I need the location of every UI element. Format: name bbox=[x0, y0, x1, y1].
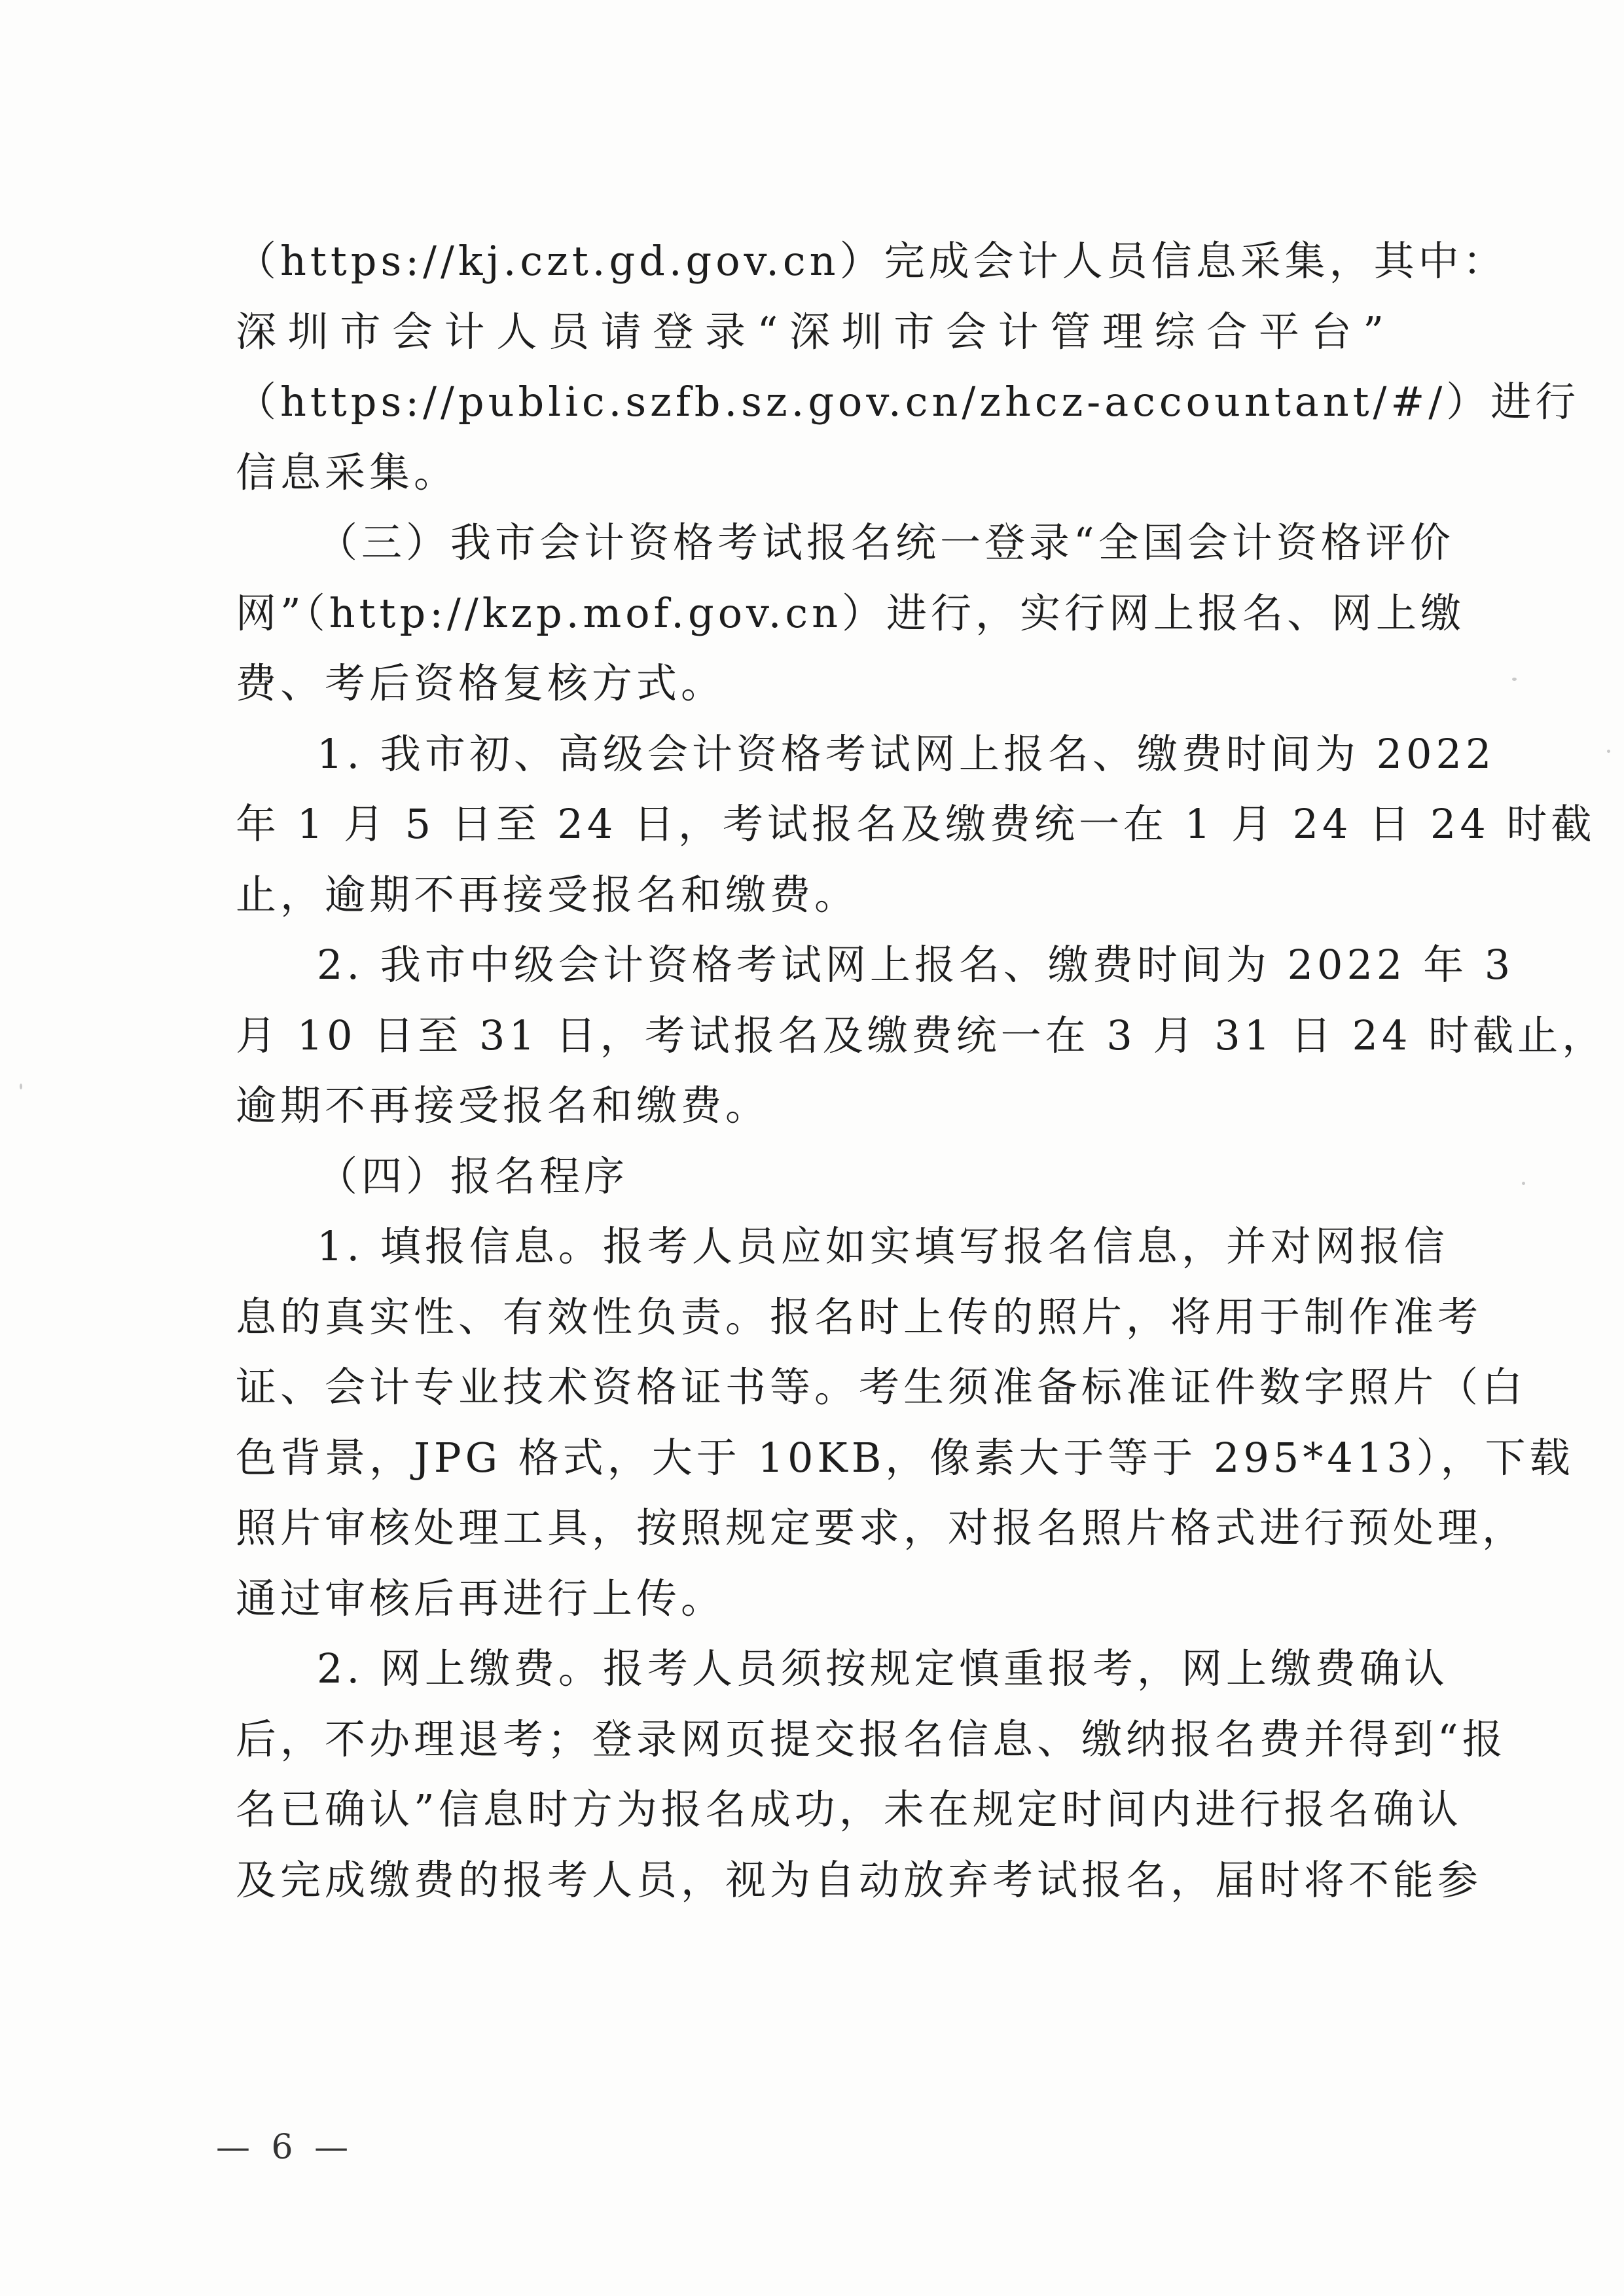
text-line: 深圳市会计人员请登录“深圳市会计管理综合平台” bbox=[236, 307, 1388, 355]
text-line: 及完成缴费的报考人员，视为自动放弃考试报名，届时将不能参 bbox=[236, 1855, 1483, 1904]
text-line: 1. 填报信息。报考人员应如实填写报名信息，并对网报信 bbox=[317, 1222, 1449, 1270]
scan-speck bbox=[1512, 678, 1517, 681]
document-body bbox=[236, 226, 1607, 1915]
text-line: 1. 我市初、高级会计资格考试网上报名、缴费时间为 2022 bbox=[317, 729, 1496, 778]
text-line: 费、考后资格复核方式。 bbox=[236, 659, 726, 707]
section-heading: （四）报名程序 bbox=[317, 1152, 629, 1200]
text-line: 证、会计专业技术资格证书等。考生须准备标准证件数字照片（白 bbox=[236, 1363, 1527, 1411]
scan-speck bbox=[1607, 750, 1610, 753]
text-line: 照片审核处理工具，按照规定要求，对报名照片格式进行预处理， bbox=[236, 1504, 1527, 1552]
text-line: 色背景，JPG 格式，大于 10KB，像素大于等于 295*413），下载 bbox=[236, 1433, 1574, 1482]
text-line: 通过审核后再进行上传。 bbox=[236, 1574, 726, 1622]
text-line: （三）我市会计资格考试报名统一登录“全国会计资格评价 bbox=[317, 519, 1454, 566]
text-line: 信息采集。 bbox=[236, 448, 459, 496]
text-line: 止，逾期不再接受报名和缴费。 bbox=[236, 870, 859, 919]
text-line: 名已确认”信息时方为报名成功，未在规定时间内进行报名确认 bbox=[236, 1785, 1462, 1833]
text-line: （https://public.szfb.sz.gov.cn/zhcz-accountant/#/）进行 bbox=[236, 378, 1580, 426]
scan-speck bbox=[1522, 1182, 1525, 1185]
text-line: 2. 我市中级会计资格考试网上报名、缴费时间为 2022 年 3 bbox=[317, 941, 1515, 989]
text-line: 2. 网上缴费。报考人员须按规定慎重报考，网上缴费确认 bbox=[317, 1645, 1449, 1692]
text-line: 年 1 月 5 日至 24 日，考试报名及缴费统一在 1 月 24 日 24 时截 bbox=[236, 800, 1596, 848]
text-line: 网”（http://kzp.mof.gov.cn）进行，实行网上报名、网上缴 bbox=[236, 589, 1466, 637]
text-line: 逾期不再接受报名和缴费。 bbox=[236, 1082, 770, 1129]
text-line: 后，不办理退考；登录网页提交报名信息、缴纳报名费并得到“报 bbox=[236, 1715, 1507, 1763]
text-line: （https://kj.czt.gd.gov.cn）完成会计人员信息采集，其中： bbox=[236, 237, 1507, 285]
scan-speck bbox=[20, 1084, 22, 1089]
text-line: 息的真实性、有效性负责。报名时上传的照片，将用于制作准考 bbox=[236, 1292, 1483, 1341]
page-number: — 6 — bbox=[216, 2128, 354, 2167]
text-line: 月 10 日至 31 日，考试报名及缴费统一在 3 月 31 日 24 时截止， bbox=[236, 1011, 1607, 1059]
